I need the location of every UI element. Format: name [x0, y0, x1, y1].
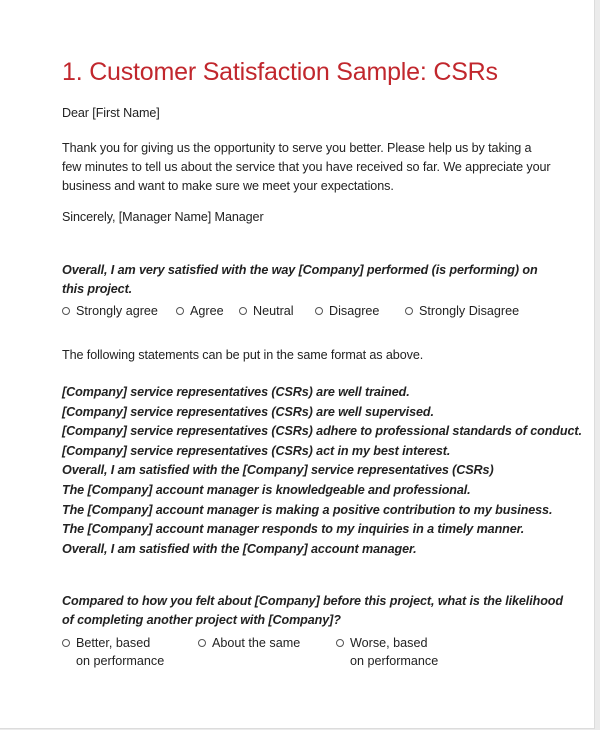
following-note: The following statements can be put in the same format as above.: [62, 348, 424, 362]
option-worse[interactable]: [336, 634, 438, 670]
radio-circle-icon[interactable]: [239, 307, 247, 315]
question-line: this project.: [62, 282, 133, 296]
radio-circle-icon[interactable]: [62, 639, 70, 647]
option-label-line: on performance: [350, 654, 439, 668]
option-about-same[interactable]: [198, 634, 300, 652]
radio-circle-icon[interactable]: [405, 307, 413, 315]
option-label-line: Better, based: [76, 636, 151, 650]
page-title: 1. Customer Satisfaction Sample: CSRs: [62, 58, 498, 86]
option-label-line: About the same: [212, 636, 301, 650]
option-label: [212, 634, 300, 652]
greeting: Dear [First Name]: [62, 106, 160, 120]
statement-item: Overall, I am satisfied with the [Company] service representatives (CSRs): [62, 463, 494, 478]
option-label: [350, 634, 438, 670]
statement-item: The [Company] account manager responds to my inquiries in a timely manner.: [62, 522, 525, 537]
option-agree[interactable]: [176, 302, 224, 320]
statement-item: [Company] service representatives (CSRs) adhere to professional standards of conduct.: [62, 424, 582, 439]
option-label: Strongly agree: [76, 304, 158, 318]
option-strongly-disagree[interactable]: [405, 302, 519, 320]
option-label-line: Worse, based: [350, 636, 428, 650]
option-label: Agree: [190, 304, 224, 318]
question-line: of completing another project with [Company]?: [62, 613, 341, 627]
intro-paragraph: [62, 139, 551, 196]
question-line: Compared to how you felt about [Company] before this project, what is the likelihood: [62, 594, 563, 608]
option-label: Disagree: [329, 304, 380, 318]
intro-line: business and want to make sure we meet your expectations.: [62, 179, 394, 193]
option-strongly-agree[interactable]: [62, 302, 158, 320]
intro-line: Thank you for giving us the opportunity to serve you better. Please help us by taking a: [62, 141, 532, 155]
radio-circle-icon[interactable]: [176, 307, 184, 315]
option-neutral[interactable]: [239, 302, 294, 320]
option-label-line: on performance: [76, 654, 165, 668]
question-line: Overall, I am very satisfied with the way [Company] performed (is performing) on: [62, 263, 538, 277]
option-label: Neutral: [253, 304, 294, 318]
statement-item: The [Company] account manager is knowledgeable and professional.: [62, 482, 471, 497]
signoff: Sincerely, [Manager Name] Manager: [62, 210, 264, 224]
intro-line: few minutes to tell us about the service that you have received so far. We appreciate your: [62, 160, 551, 174]
option-label: [76, 634, 164, 670]
radio-circle-icon[interactable]: [315, 307, 323, 315]
radio-circle-icon[interactable]: [198, 639, 206, 647]
radio-circle-icon[interactable]: [62, 307, 70, 315]
statement-item: [Company] service representatives (CSRs) are well supervised.: [62, 404, 434, 419]
option-label: Strongly Disagree: [419, 304, 520, 318]
question-1: [62, 261, 538, 299]
question-2: [62, 592, 563, 630]
statement-item: The [Company] account manager is making a positive contribution to my business.: [62, 502, 553, 517]
statement-item: [Company] service representatives (CSRs) act in my best interest.: [62, 443, 451, 458]
statement-list: [62, 383, 582, 559]
option-disagree[interactable]: [315, 302, 379, 320]
statement-item: [Company] service representatives (CSRs) are well trained.: [62, 385, 410, 399]
statement-item: Overall, I am satisfied with the [Company] account manager.: [62, 541, 417, 556]
radio-circle-icon[interactable]: [336, 639, 344, 647]
option-better[interactable]: [62, 634, 164, 670]
